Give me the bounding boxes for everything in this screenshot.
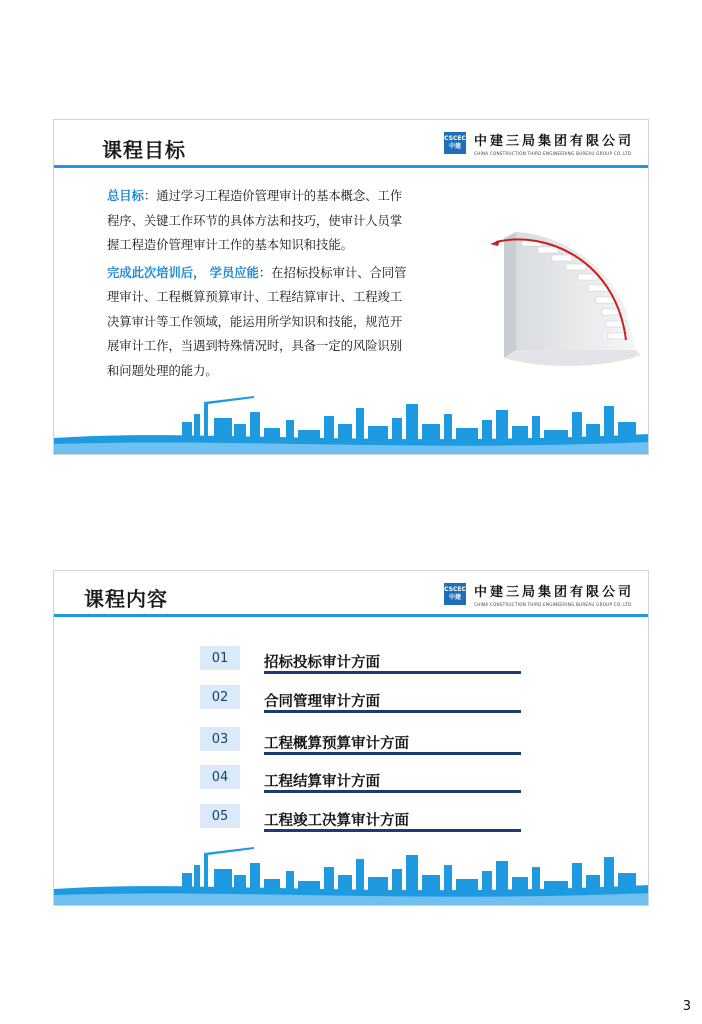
city-skyline-illustration	[54, 394, 649, 454]
list-item	[200, 646, 380, 671]
company-name-en: CHINA CONSTRUCTION THIRD ENGINEERING BUREAU GROUP CO.,LTD	[473, 602, 632, 607]
item-number: 01	[200, 646, 240, 670]
item-underline	[264, 752, 521, 755]
company-name-cn: 中建三局集团有限公司	[473, 585, 634, 600]
slide-course-content	[53, 570, 649, 906]
company-logo-icon: CSCEC 中建	[444, 132, 466, 154]
item-label: 合同管理审计方面	[264, 694, 380, 710]
item-underline	[264, 671, 521, 674]
city-skyline-illustration	[54, 845, 649, 905]
learning-outcome-paragraph	[107, 261, 407, 384]
item-underline	[264, 790, 521, 793]
item-number: 03	[200, 727, 240, 751]
objectives-text	[107, 184, 407, 386]
list-item	[200, 685, 380, 710]
learning-outcome-label: 完成此次培训后， 学员应能	[107, 265, 259, 280]
title-divider	[54, 165, 649, 168]
item-label: 工程概算预算审计方面	[264, 736, 409, 752]
overall-objective-label: 总目标	[107, 189, 144, 203]
spiral-staircase-illustration	[486, 220, 646, 370]
learning-outcome-text: ：在招标投标审计、合同管理审计、工程概算预算审计、工程结算审计、工程竣工决算审计等工作领域，能运用所学知识和技能，规范开展审计工作，当遇到特殊情况时，具备一定的风险识别和问题处理的能力。	[107, 265, 407, 378]
slide-title: 课程目标	[102, 138, 186, 162]
overall-objective-text: ：通过学习工程造价管理审计的基本概念、工作程序、关键工作环节的具体方法和技巧，使审计人员掌握工程造价管理审计工作的基本知识和技能。	[107, 189, 403, 252]
overall-objective-paragraph	[107, 184, 407, 258]
item-underline	[264, 710, 521, 713]
item-number: 05	[200, 804, 240, 828]
list-item	[200, 804, 409, 829]
page-number: 3	[682, 999, 691, 1014]
company-logo	[444, 130, 634, 156]
company-name-en: CHINA CONSTRUCTION THIRD ENGINEERING BUREAU GROUP CO.,LTD	[473, 151, 632, 156]
item-number: 04	[200, 765, 240, 789]
list-item	[200, 765, 380, 790]
slide-course-objectives	[53, 119, 649, 455]
item-label: 工程结算审计方面	[264, 774, 380, 790]
item-underline	[264, 829, 521, 832]
item-number: 02	[200, 685, 240, 709]
slide-title: 课程内容	[84, 587, 168, 611]
item-label: 招标投标审计方面	[264, 655, 380, 671]
company-logo-icon: CSCEC 中建	[444, 583, 466, 605]
company-name-cn: 中建三局集团有限公司	[473, 134, 634, 149]
list-item	[200, 727, 409, 752]
item-label: 工程竣工决算审计方面	[264, 813, 409, 829]
